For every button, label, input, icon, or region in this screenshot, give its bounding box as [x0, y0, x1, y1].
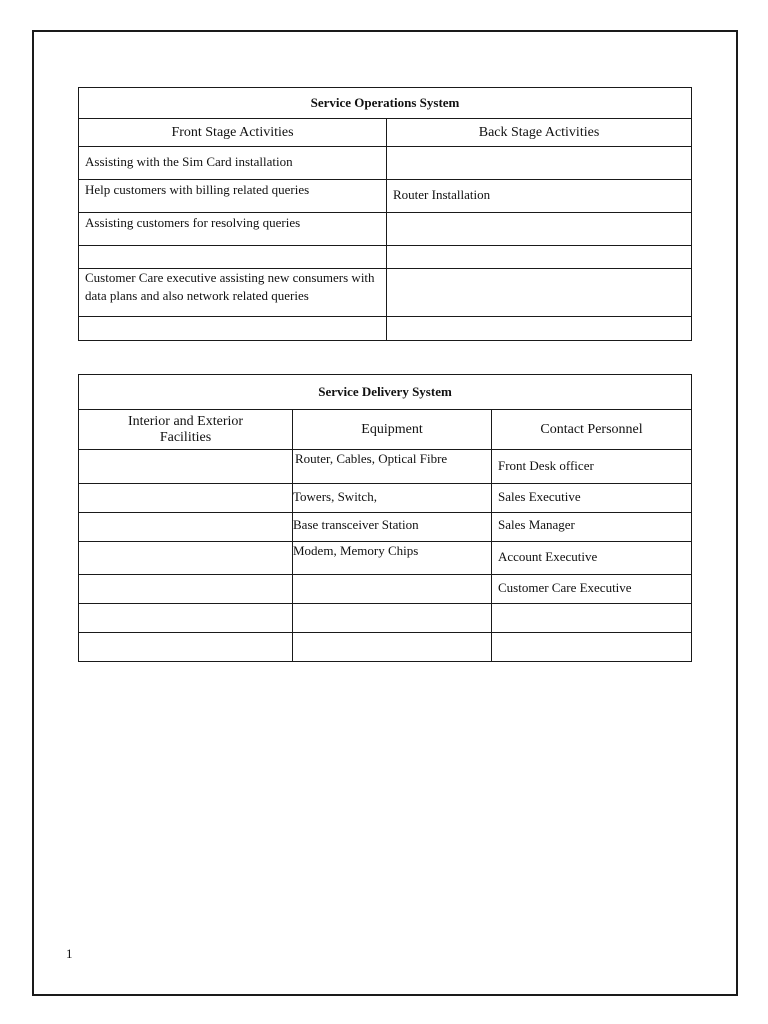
- equipment-cell: [293, 450, 492, 484]
- back-stage-cell: [387, 213, 692, 246]
- back-stage-header: Back Stage Activities: [387, 119, 692, 147]
- personnel-cell: [492, 575, 692, 604]
- table-row: [79, 484, 692, 513]
- back-stage-cell: [387, 269, 692, 317]
- back-stage-text: [387, 246, 691, 248]
- personnel-text: Account Executive: [498, 549, 598, 564]
- equipment-cell: [293, 633, 492, 662]
- equipment-cell: [293, 575, 492, 604]
- equipment-text: [293, 633, 491, 637]
- equipment-cell: [293, 513, 492, 542]
- facilities-text: [79, 604, 292, 608]
- back-stage-cell: [387, 246, 692, 269]
- equipment-cell: [293, 484, 492, 513]
- equipment-text: Modem, Memory Chips: [293, 543, 419, 558]
- facilities-text: [79, 450, 292, 451]
- front-stage-text: [79, 317, 386, 319]
- personnel-cell: [492, 604, 692, 633]
- back-stage-cell: [387, 147, 692, 180]
- facilities-cell: [79, 542, 293, 575]
- service-operations-table: [78, 87, 692, 341]
- equipment-text: [293, 604, 491, 608]
- table-row: [79, 213, 692, 246]
- page-number: 1: [66, 946, 73, 961]
- equipment-header: Equipment: [293, 410, 492, 450]
- front-stage-cell: [79, 317, 387, 341]
- front-stage-cell: [79, 269, 387, 317]
- operations-title: Service Operations System: [79, 88, 692, 119]
- front-stage-text: Assisting with the Sim Card installation: [85, 154, 293, 169]
- back-stage-text: Router Installation: [393, 187, 491, 202]
- personnel-text: Customer Care Executive: [498, 580, 632, 595]
- back-stage-cell: [387, 180, 692, 213]
- back-stage-text: [387, 269, 691, 275]
- facilities-text: [79, 633, 292, 637]
- personnel-text: [492, 633, 691, 637]
- front-stage-text: Customer Care executive assisting new consumers with data plans and also network related queries: [85, 270, 375, 303]
- table-row: [79, 246, 692, 269]
- personnel-cell: [492, 633, 692, 662]
- personnel-cell: [492, 450, 692, 484]
- delivery-title: Service Delivery System: [79, 375, 692, 410]
- table-row: [79, 633, 692, 662]
- personnel-cell: [492, 513, 692, 542]
- personnel-text: Front Desk officer: [498, 458, 594, 473]
- front-stage-text: [79, 246, 386, 248]
- equipment-text: Router, Cables, Optical Fibre: [295, 451, 448, 466]
- table-row: [79, 604, 692, 633]
- front-stage-header: Front Stage Activities: [79, 119, 387, 147]
- table-row: [79, 147, 692, 180]
- table-row: [79, 180, 692, 213]
- back-stage-cell: [387, 317, 692, 341]
- personnel-cell: [492, 542, 692, 575]
- front-stage-cell: [79, 180, 387, 213]
- facilities-text: [79, 484, 292, 488]
- equipment-text: Base transceiver Station: [293, 517, 419, 532]
- table-row: [79, 513, 692, 542]
- back-stage-text: [387, 317, 691, 319]
- table-row: [79, 269, 692, 317]
- personnel-header: Contact Personnel: [492, 410, 692, 450]
- equipment-text: [293, 575, 491, 579]
- front-stage-cell: [79, 246, 387, 269]
- facilities-cell: [79, 513, 293, 542]
- table-row: [79, 317, 692, 341]
- personnel-text: Sales Manager: [498, 517, 575, 532]
- facilities-text: [79, 575, 292, 579]
- front-stage-cell: [79, 147, 387, 180]
- facilities-text: [79, 513, 292, 516]
- facilities-cell: [79, 604, 293, 633]
- personnel-text: [492, 604, 691, 608]
- equipment-text: Towers, Switch,: [293, 489, 377, 504]
- equipment-cell: [293, 604, 492, 633]
- table-row: [79, 450, 692, 484]
- table-row: [79, 575, 692, 604]
- facilities-header: Interior and Exterior Facilities: [79, 410, 293, 450]
- facilities-cell: [79, 450, 293, 484]
- facilities-cell: [79, 575, 293, 604]
- personnel-cell: [492, 484, 692, 513]
- equipment-cell: [293, 542, 492, 575]
- back-stage-text: [387, 147, 691, 153]
- table-row: [79, 542, 692, 575]
- personnel-text: Sales Executive: [498, 489, 581, 504]
- facilities-cell: [79, 633, 293, 662]
- front-stage-text: Assisting customers for resolving queries: [85, 215, 301, 230]
- service-delivery-table: [78, 374, 692, 662]
- facilities-cell: [79, 484, 293, 513]
- front-stage-text: Help customers with billing related queries: [85, 182, 310, 197]
- front-stage-cell: [79, 213, 387, 246]
- back-stage-text: [387, 213, 691, 219]
